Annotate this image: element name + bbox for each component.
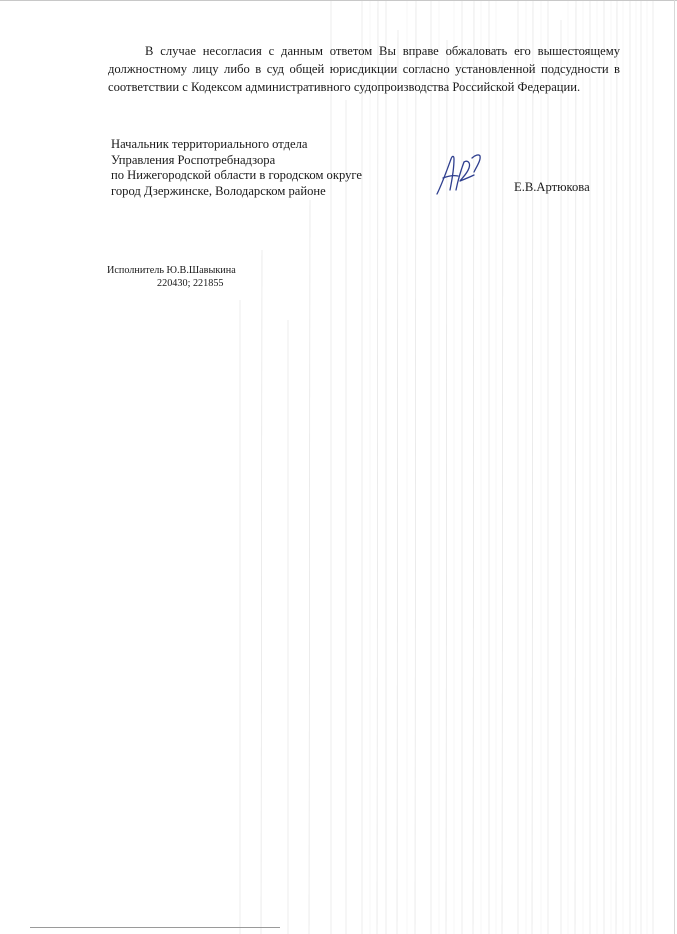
executor-phones: 220430; 221855 (157, 278, 224, 289)
executor-label: Исполнитель Ю.В.Шавыкина (107, 265, 236, 276)
handwritten-signature-icon (434, 150, 484, 198)
scan-right-edge (674, 0, 675, 934)
appeal-paragraph: В случае несогласия с данным ответом Вы вправе обжаловать его вышестоящему должностному лицу либо в суд общей юрисдикции согласно установленной подсудности в соответствии с Кодексом административного судопроизводства Российской Федерации. (108, 44, 620, 94)
signatory-position-line: по Нижегородской области в городском округе (111, 168, 362, 182)
signatory-position-line: Управления Роспотребнадзора (111, 152, 276, 167)
signatory-name: Е.В.Артюкова (514, 180, 590, 194)
signatory-position-line: город Дзержинске, Володарском районе (111, 183, 326, 198)
scan-bottom-edge (30, 927, 280, 928)
scan-top-edge (0, 0, 677, 1)
signatory-position-line: Начальник территориального отдела (111, 137, 308, 151)
signatory-position (111, 137, 362, 199)
